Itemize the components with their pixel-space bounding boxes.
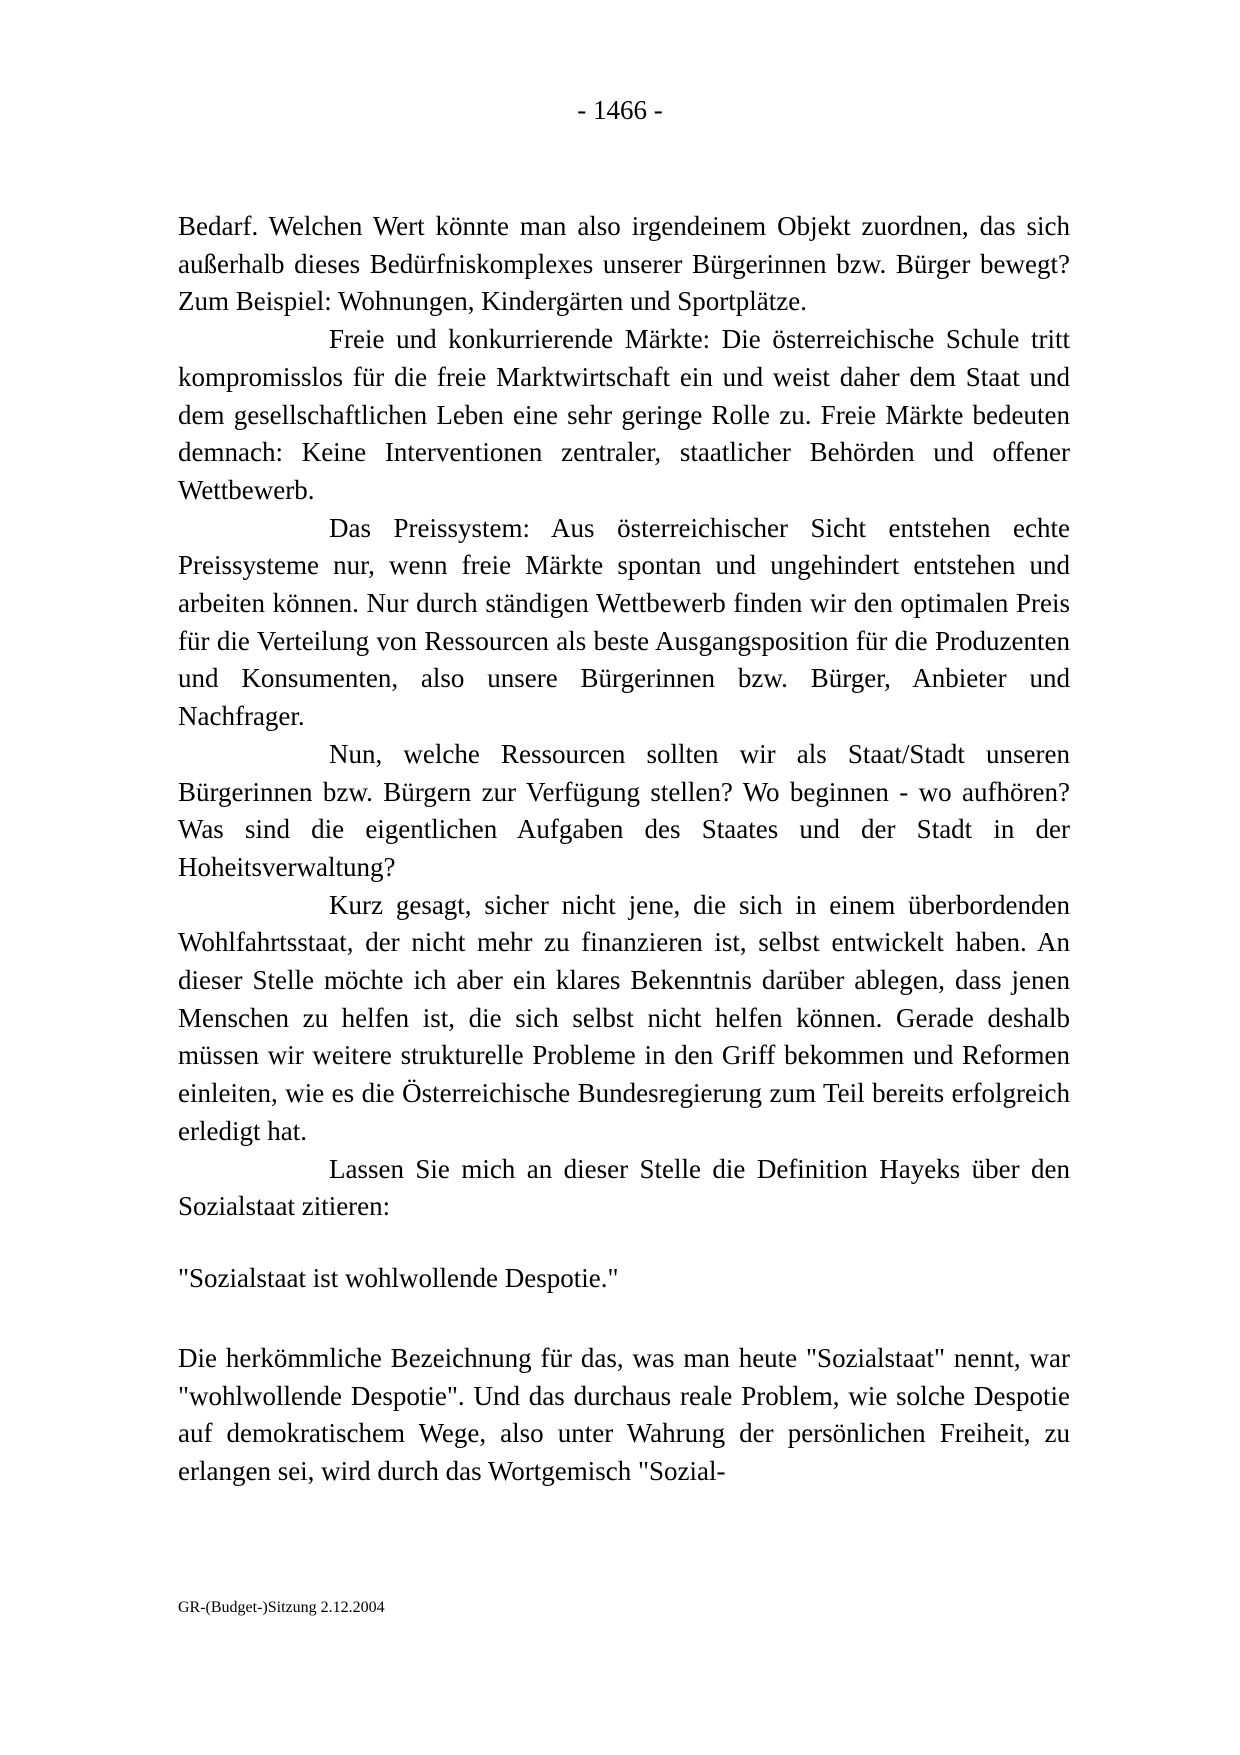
quotation: "Sozialstaat ist wohlwollende Despotie."	[178, 1263, 619, 1293]
paragraph: Lassen Sie mich an dieser Stelle die Definition Hayeks über den Sozialstaat zitieren:	[178, 1153, 1070, 1222]
paragraph: Das Preissystem: Aus österreichischer Sicht entstehen echte Preissysteme nur, wenn freie Märkte spontan und ungehindert entstehen und arbeiten können. Nur durch ständigen Wettbewerb finden wir den optimalen Preis für die Verteilung von Ressourcen als beste Ausgangsposition für die Produzenten und Konsumenten, also unsere Bürgerinnen bzw. Bürger, Anbieter und Nachfrager.	[178, 512, 1070, 732]
footer-session-label: GR-(Budget-)Sitzung 2.12.2004	[178, 1599, 385, 1616]
paragraph: Freie und konkurrierende Märkte: Die österreichische Schule tritt kompromisslos für die freie Marktwirtschaft ein und weist daher dem Staat und dem gesellschaftlichen Leben eine sehr geringe Rolle zu. Freie Märkte bedeuten demnach: Keine Interventionen zentraler, staatlicher Behörden und offener Wettbewerb.	[178, 324, 1070, 505]
page-number: - 1466 -	[577, 95, 663, 125]
document-body	[178, 208, 1070, 1226]
paragraph: Bedarf. Welchen Wert könnte man also irgendeinem Objekt zuordnen, das sich außerhalb dieses Bedürfniskomplexes unserer Bürgerinnen bzw. Bürger bewegt? Zum Beispiel: Wohnungen, Kindergärten und Sportplätze.	[178, 211, 1070, 317]
paragraph: Die herkömmliche Bezeichnung für das, was man heute "Sozialstaat" nennt, war "wohlwollende Despotie". Und das durchaus reale Problem, wie solche Despotie auf demokratischem Wege, also unter Wahrung der persönlichen Freiheit, zu erlangen sei, wird durch das Wortgemisch "Sozial-	[178, 1343, 1070, 1487]
paragraph: Nun, welche Ressourcen sollten wir als Staat/Stadt unseren Bürgerinnen bzw. Bürgern zur Verfügung stellen? Wo beginnen - wo aufhören? Was sind die eigentlichen Aufgaben des Staates und der Stadt in der Hoheitsverwaltung?	[178, 738, 1070, 882]
paragraph: Kurz gesagt, sicher nicht jene, die sich in einem überbordenden Wohlfahrtsstaat, der nicht mehr zu finanzieren ist, selbst entwickelt haben. An dieser Stelle möchte ich aber ein klares Bekenntnis darüber ablegen, dass jenen Menschen zu helfen ist, die sich selbst nicht helfen können. Gerade deshalb müssen wir weitere strukturelle Probleme in den Griff bekommen und Reformen einleiten, wie es die Österreichische Bundesregierung zum Teil bereits erfolgreich erledigt hat.	[178, 889, 1070, 1146]
